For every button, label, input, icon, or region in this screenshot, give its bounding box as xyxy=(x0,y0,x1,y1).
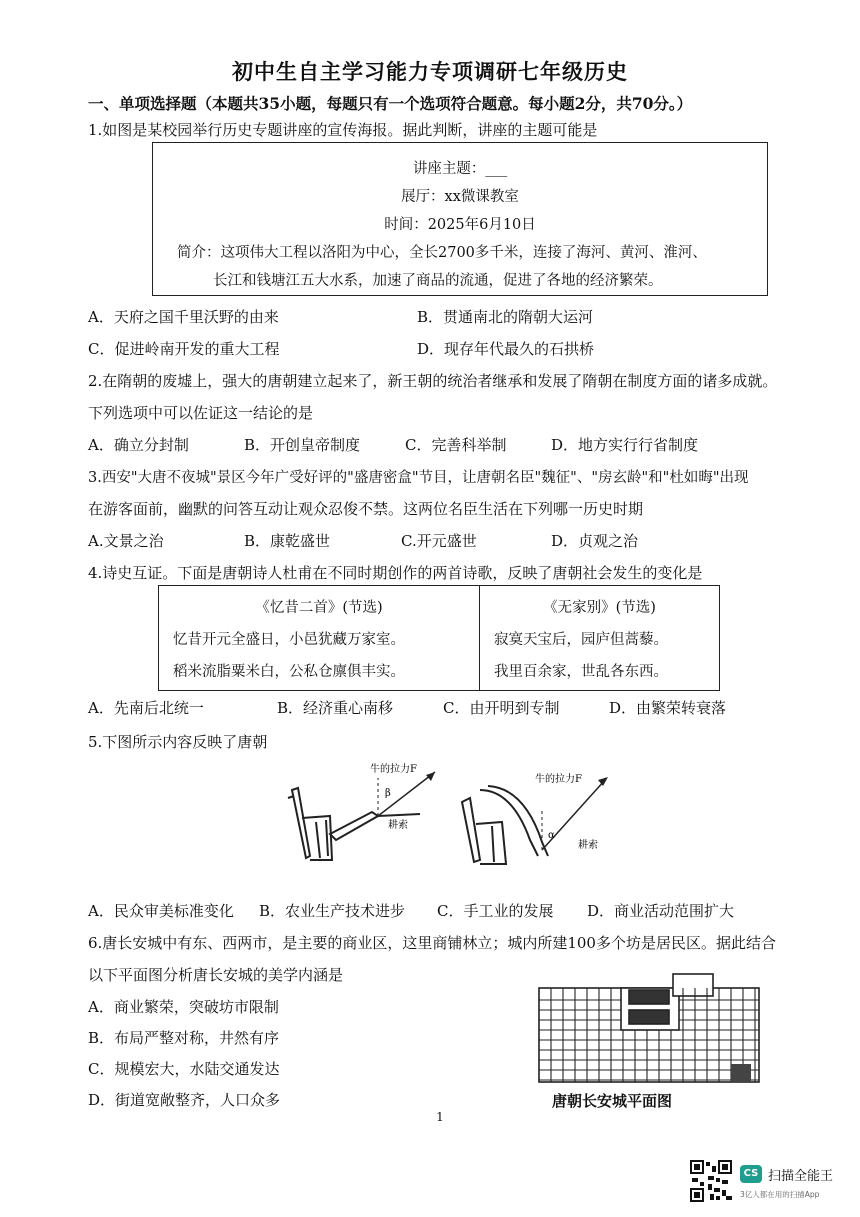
scanner-name: 扫描全能王 xyxy=(768,1169,834,1184)
q2-option-b[interactable]: B．开创皇帝制度 xyxy=(244,436,361,454)
q1-option-b[interactable]: B．贯通南北的隋朝大运河 xyxy=(417,308,594,326)
angle-label-1: β xyxy=(385,788,391,799)
q4-option-c[interactable]: C．由开明到专制 xyxy=(443,699,560,717)
question-2-stem-line-1: 2.在隋朝的废墟上，强大的唐朝建立起来了，新王朝的统治者继承和发展了隋朝在制度方面的诸多成就。 xyxy=(88,372,778,390)
question-2-stem-line-2: 下列选项中可以佐证这一结论的是 xyxy=(88,404,314,422)
plow-figure xyxy=(280,760,640,880)
q6-option-b[interactable]: B．布局严整对称，井然有序 xyxy=(88,1029,280,1047)
q4-option-d[interactable]: D．由繁荣转衰落 xyxy=(609,699,727,717)
poster-time: 时间：2025年6月10日 xyxy=(384,217,536,233)
angle-label-2: α xyxy=(548,830,555,841)
section-heading: 一、单项选择题（本题共35小题，每题只有一个选项符合题意。每小题2分，共70分。） xyxy=(88,94,693,113)
q6-option-d[interactable]: D．街道宽敞整齐，人口众多 xyxy=(88,1091,281,1109)
question-5-stem: 5.下图所示内容反映了唐朝 xyxy=(88,733,268,751)
q3-option-d[interactable]: D．贞观之治 xyxy=(551,532,639,550)
rope-label-1: 耕索 xyxy=(388,820,408,831)
q4-option-b[interactable]: B．经济重心南移 xyxy=(277,699,394,717)
scanner-tagline: 3亿人都在用的扫描App xyxy=(740,1190,820,1199)
camscanner-logo: CS xyxy=(740,1165,762,1183)
changan-map xyxy=(525,968,765,1090)
q4-option-a[interactable]: A．先南后北统一 xyxy=(88,699,204,717)
poster-hall: 展厅：xx微课教室 xyxy=(401,189,519,205)
q2-option-c[interactable]: C．完善科举制 xyxy=(405,436,507,454)
poster-topic: 讲座主题：___ xyxy=(412,161,508,177)
q5-option-c[interactable]: C．手工业的发展 xyxy=(437,902,554,920)
poem-2-line-2: 我里百余家，世乱各东西。 xyxy=(494,664,668,680)
q6-option-c[interactable]: C．规模宏大，水陆交通发达 xyxy=(88,1060,280,1078)
q2-option-a[interactable]: A．确立分封制 xyxy=(88,436,189,454)
q3-option-c[interactable]: C.开元盛世 xyxy=(401,532,477,550)
question-3-stem-line-2: 在游客面前，幽默的问答互动让观众忍俊不禁。这两位名臣生活在下列哪一历史时期 xyxy=(88,500,644,518)
q2-option-d[interactable]: D．地方实行行省制度 xyxy=(551,436,699,454)
q5-option-b[interactable]: B．农业生产技术进步 xyxy=(259,902,406,920)
qr-code-icon xyxy=(690,1160,732,1202)
page-title: 初中生自主学习能力专项调研七年级历史 xyxy=(232,59,628,84)
straight-plow xyxy=(288,788,378,860)
poem-1-line-2: 稻米流脂粟米白，公私仓廪俱丰实。 xyxy=(173,664,405,680)
question-6-stem-line-1: 6.唐长安城中有东、西两市，是主要的商业区，这里商铺林立；城内所建100多个坊是居民区。据此结合 xyxy=(88,934,776,952)
lecture-poster xyxy=(152,142,768,296)
map-caption: 唐朝长安城平面图 xyxy=(552,1092,673,1110)
q6-option-a[interactable]: A．商业繁荣，突破坊市限制 xyxy=(88,998,279,1016)
poem-1-title: 《忆昔二首》(节选) xyxy=(255,600,383,616)
poem-table xyxy=(158,585,720,691)
question-1-stem: 1.如图是某校园举行历史专题讲座的宣传海报。据此判断，讲座的主题可能是 xyxy=(88,121,598,139)
question-4-stem: 4.诗史互证。下面是唐朝诗人杜甫在不同时期创作的两首诗歌，反映了唐朝社会发生的变化是 xyxy=(88,564,703,582)
poem-2-line-1: 寂寞天宝后，园庐但蒿藜。 xyxy=(494,632,668,648)
q1-option-d[interactable]: D．现存年代最久的石拱桥 xyxy=(417,340,595,358)
q5-option-d[interactable]: D．商业活动范围扩大 xyxy=(587,902,735,920)
q3-option-a[interactable]: A.文景之治 xyxy=(88,532,164,550)
curved-plow xyxy=(462,786,548,864)
question-3-stem-line-1: 3.西安"大唐不夜城"景区今年广受好评的"盛唐密盒"节目，让唐朝名臣"魏征"、"房玄龄"和"杜如晦"出现 xyxy=(88,470,749,486)
q1-option-a[interactable]: A．天府之国千里沃野的由来 xyxy=(88,308,279,326)
q5-option-a[interactable]: A．民众审美标准变化 xyxy=(88,902,234,920)
poem-column-1 xyxy=(159,586,480,690)
q1-option-c[interactable]: C．促进岭南开发的重大工程 xyxy=(88,340,280,358)
q3-option-b[interactable]: B．康乾盛世 xyxy=(244,532,331,550)
question-6-stem-line-2: 以下平面图分析唐长安城的美学内涵是 xyxy=(88,966,344,984)
poem-1-line-1: 忆昔开元全盛日，小邑犹藏万家室。 xyxy=(173,632,405,648)
poem-2-title: 《无家别》(节选) xyxy=(543,600,656,616)
rope-label-2: 耕索 xyxy=(578,840,598,851)
force-label-2: 牛的拉力F xyxy=(535,774,582,785)
poem-column-2 xyxy=(480,586,719,690)
force-label-1: 牛的拉力F xyxy=(370,764,417,775)
page-number: 1 xyxy=(436,1110,444,1124)
poster-intro-line-1: 简介：这项伟大工程以洛阳为中心，全长2700多千米，连接了海河、黄河、淮河、 xyxy=(177,245,707,261)
poster-intro-line-2: 长江和钱塘江五大水系，加速了商品的流通，促进了各地的经济繁荣。 xyxy=(213,273,663,289)
